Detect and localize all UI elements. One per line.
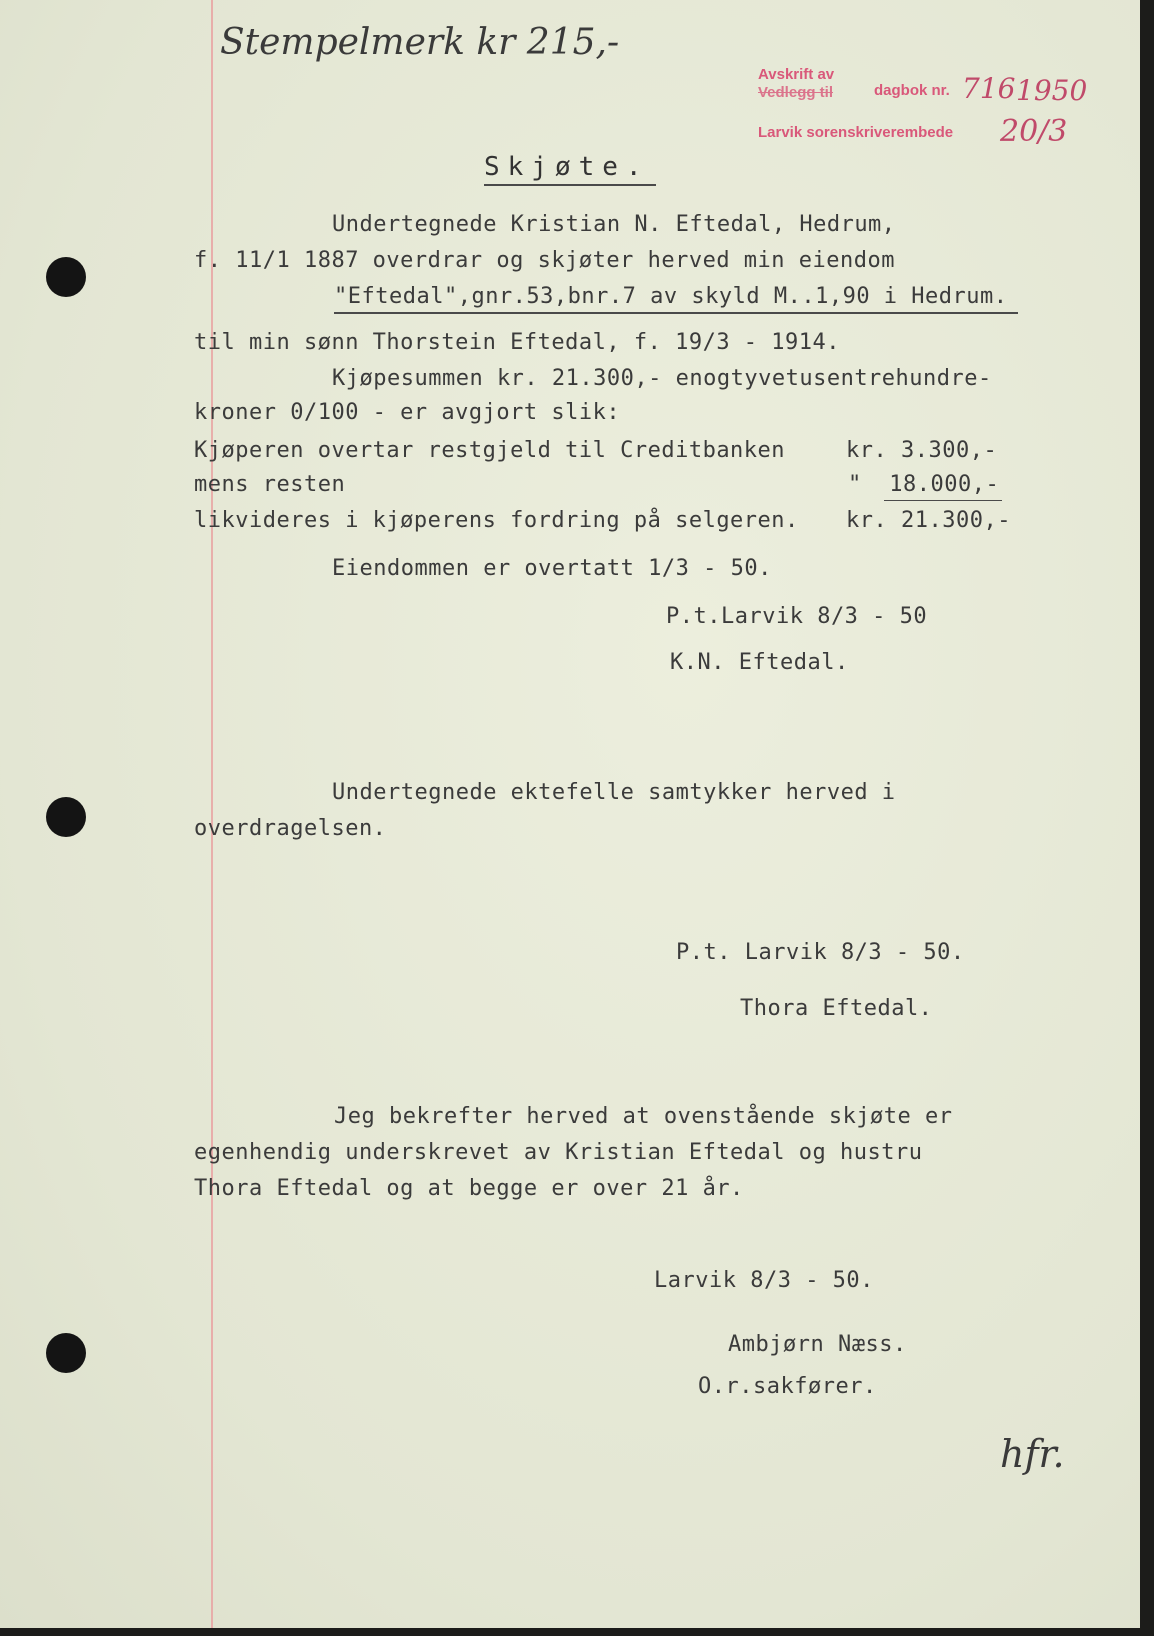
signature-seller: K.N. Eftedal. bbox=[670, 650, 849, 675]
deed-line-3: "Eftedal",gnr.53,bnr.7 av skyld M..1,90 i Hedrum. bbox=[334, 284, 1008, 309]
deed-line-2: f. 11/1 1887 overdrar og skjøter herved min eiendom bbox=[194, 248, 896, 273]
stamp-dagbok-label: dagbok nr. bbox=[874, 82, 950, 99]
punch-hole-bottom bbox=[46, 1333, 86, 1373]
payment-text-2: mens resten bbox=[194, 472, 346, 497]
stamp-duty-note: Stempelmerk kr 215,- bbox=[220, 22, 620, 63]
deed-line-5: Kjøpesummen kr. 21.300,- enogtyvetusentrehundre- bbox=[332, 366, 992, 391]
payment-text-3: likvideres i kjøperens fordring på selgeren. bbox=[194, 508, 799, 533]
title-underline bbox=[484, 184, 656, 186]
confirmation-line-2: egenhendig underskrevet av Kristian Eftedal og hustru bbox=[194, 1140, 923, 1165]
signature-spouse: Thora Eftedal. bbox=[740, 996, 933, 1021]
deed-line-1: Undertegnede Kristian N. Eftedal, Hedrum, bbox=[332, 212, 896, 237]
stamp-line-2: Vedlegg til bbox=[758, 84, 834, 101]
consent-line-1: Undertegnede ektefelle samtykker herved i bbox=[332, 780, 896, 805]
stamp-line-1: Avskrift av bbox=[758, 66, 835, 83]
payment-text-1: Kjøperen overtar restgjeld til Creditbanken bbox=[194, 438, 786, 463]
punch-hole-top bbox=[46, 257, 86, 297]
handwritten-initials: hfr. bbox=[1000, 1432, 1065, 1476]
lawyer-title: O.r.sakfører. bbox=[698, 1374, 877, 1399]
confirmation-line-3: Thora Eftedal og at begge er over 21 år. bbox=[194, 1176, 744, 1201]
stamp-year: 1950 bbox=[1016, 74, 1088, 107]
punch-hole-middle bbox=[46, 797, 86, 837]
consent-place-date: P.t. Larvik 8/3 - 50. bbox=[676, 940, 965, 965]
property-underline bbox=[334, 312, 1018, 314]
payment-amount-1: kr. 3.300,- bbox=[846, 438, 998, 463]
signature-lawyer: Ambjørn Næss. bbox=[728, 1332, 907, 1357]
takeover-line: Eiendommen er overtatt 1/3 - 50. bbox=[332, 556, 772, 581]
place-date-1: P.t.Larvik 8/3 - 50 bbox=[666, 604, 928, 629]
payment-amount-3: kr. 21.300,- bbox=[846, 508, 1011, 533]
stamp-office: Larvik sorenskriverembede bbox=[758, 124, 954, 141]
deed-title: Skjøte. bbox=[484, 152, 650, 182]
confirmation-place-date: Larvik 8/3 - 50. bbox=[654, 1268, 874, 1293]
payment-amount-2: " 18.000,- bbox=[848, 472, 1000, 497]
deed-line-6: kroner 0/100 - er avgjort slik: bbox=[194, 400, 621, 425]
consent-line-2: overdragelsen. bbox=[194, 816, 387, 841]
margin-line bbox=[211, 0, 213, 1628]
stamp-date: 20/3 bbox=[1000, 114, 1068, 149]
deed-line-4: til min sønn Thorstein Eftedal, f. 19/3 - 1914. bbox=[194, 330, 841, 355]
confirmation-line-1: Jeg bekrefter herved at ovenstående skjøte er bbox=[334, 1104, 953, 1129]
stamp-dagbok-number: 716 bbox=[962, 72, 1016, 105]
amount-sum-line bbox=[884, 500, 1002, 501]
